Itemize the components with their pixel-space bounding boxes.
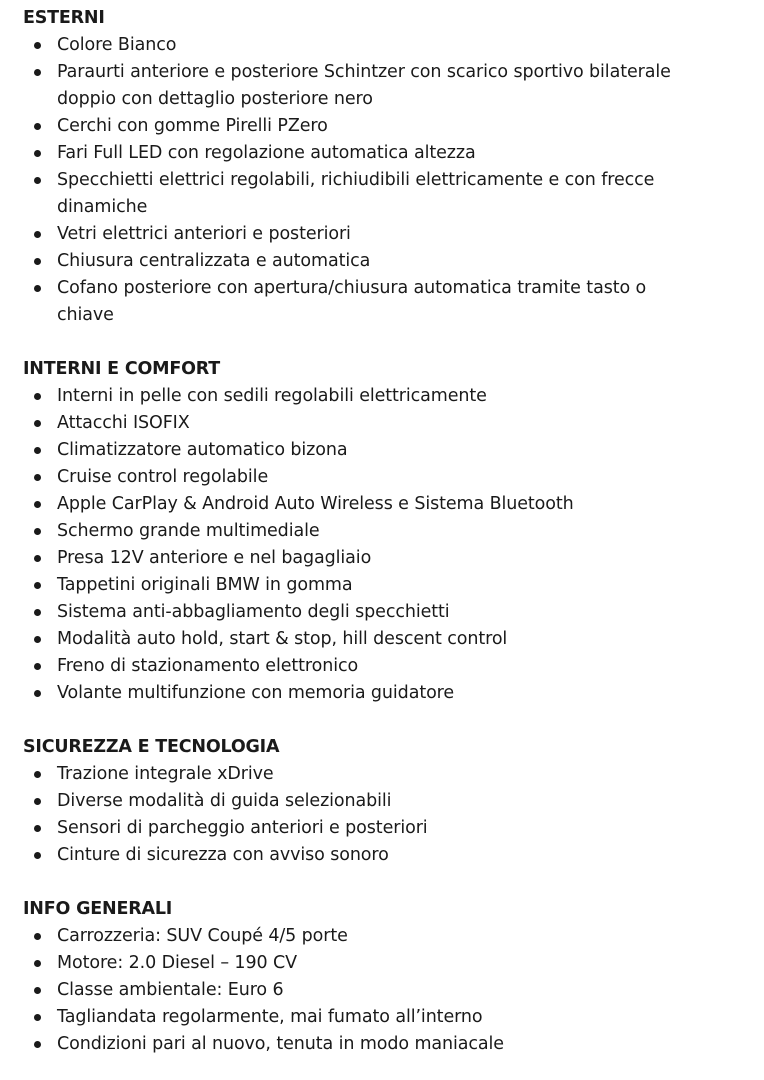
item-text: Cruise control regolabile: [57, 467, 269, 487]
list-item: [23, 140, 697, 167]
list-item: [23, 167, 697, 221]
list-item: [23, 491, 697, 518]
item-text: Attacchi ISOFIX: [57, 413, 190, 433]
bullet-icon: [34, 528, 41, 535]
list-item: [23, 437, 697, 464]
item-list: [23, 761, 764, 869]
item-text: Freno di stazionamento elettronico: [57, 656, 359, 676]
item-text: Carrozzeria: SUV Coupé 4/5 porte: [57, 926, 348, 946]
bullet-icon: [34, 798, 41, 805]
list-item: [23, 113, 697, 140]
item-text: Interni in pelle con sedili regolabili elettricamente: [57, 386, 487, 406]
item-text: Apple CarPlay & Android Auto Wireless e Sistema Bluetooth: [57, 494, 574, 514]
bullet-icon: [34, 393, 41, 400]
list-item: [23, 545, 697, 572]
section-title: INFO GENERALI: [23, 899, 173, 919]
section-sicurezza-tecnologia: [23, 734, 764, 869]
bullet-icon: [34, 825, 41, 832]
list-item: [23, 680, 697, 707]
list-item: [23, 275, 697, 329]
list-item: [23, 788, 697, 815]
bullet-icon: [34, 231, 41, 238]
item-text: Schermo grande multimediale: [57, 521, 320, 541]
section-info-generali: [23, 896, 764, 1058]
item-text: Condizioni pari al nuovo, tenuta in modo maniacale: [57, 1034, 504, 1054]
bullet-icon: [34, 177, 41, 184]
item-text: Cerchi con gomme Pirelli PZero: [57, 116, 328, 136]
list-item: [23, 653, 697, 680]
item-text: Vetri elettrici anteriori e posteriori: [57, 224, 351, 244]
item-text: Volante multifunzione con memoria guidatore: [57, 683, 455, 703]
item-text: Motore: 2.0 Diesel – 190 CV: [57, 953, 297, 973]
bullet-icon: [34, 501, 41, 508]
section-interni-comfort: [23, 356, 764, 707]
bullet-icon: [34, 609, 41, 616]
bullet-icon: [34, 1041, 41, 1048]
bullet-icon: [34, 258, 41, 265]
bullet-icon: [34, 987, 41, 994]
list-item: [23, 1031, 697, 1058]
list-item: [23, 842, 697, 869]
item-text: Tappetini originali BMW in gomma: [57, 575, 353, 595]
item-text: Climatizzatore automatico bizona: [57, 440, 348, 460]
list-item: [23, 599, 697, 626]
item-text: Cinture di sicurezza con avviso sonoro: [57, 845, 389, 865]
bullet-icon: [34, 582, 41, 589]
item-text: Classe ambientale: Euro 6: [57, 980, 284, 1000]
bullet-icon: [34, 1014, 41, 1021]
section-title: INTERNI E COMFORT: [23, 359, 221, 379]
bullet-icon: [34, 852, 41, 859]
bullet-icon: [34, 555, 41, 562]
list-item: [23, 572, 697, 599]
item-text: Modalità auto hold, start & stop, hill descent control: [57, 629, 508, 649]
bullet-icon: [34, 150, 41, 157]
list-item: [23, 248, 697, 275]
item-text: Trazione integrale xDrive: [57, 764, 274, 784]
section-esterni: [23, 5, 764, 329]
bullet-icon: [34, 447, 41, 454]
bullet-icon: [34, 69, 41, 76]
bullet-icon: [34, 690, 41, 697]
list-item: [23, 977, 697, 1004]
item-text: Diverse modalità di guida selezionabili: [57, 791, 392, 811]
list-item: [23, 464, 697, 491]
item-list: [23, 923, 764, 1058]
list-item: [23, 626, 697, 653]
bullet-icon: [34, 285, 41, 292]
item-text: Sensori di parcheggio anteriori e posteriori: [57, 818, 428, 838]
item-list: [23, 383, 764, 707]
list-item: [23, 383, 697, 410]
list-item: [23, 761, 697, 788]
list-item: [23, 950, 697, 977]
list-item: [23, 32, 697, 59]
list-item: [23, 221, 697, 248]
item-text: Fari Full LED con regolazione automatica altezza: [57, 143, 476, 163]
item-text: Chiusura centralizzata e automatica: [57, 251, 371, 271]
item-text: Tagliandata regolarmente, mai fumato all’interno: [57, 1007, 483, 1027]
section-title: SICUREZZA E TECNOLOGIA: [23, 737, 280, 757]
item-list: [23, 32, 764, 329]
item-text: Sistema anti-abbagliamento degli specchietti: [57, 602, 450, 622]
bullet-icon: [34, 420, 41, 427]
list-item: [23, 1004, 697, 1031]
bullet-icon: [34, 933, 41, 940]
item-text: Presa 12V anteriore e nel bagagliaio: [57, 548, 372, 568]
item-text: Cofano posteriore con apertura/chiusura automatica tramite tasto o chiave: [57, 278, 647, 325]
list-item: [23, 923, 697, 950]
bullet-icon: [34, 960, 41, 967]
item-text: Specchietti elettrici regolabili, richiudibili elettricamente e con frecce dinamiche: [57, 170, 655, 217]
section-title: ESTERNI: [23, 8, 105, 28]
item-text: Colore Bianco: [57, 35, 177, 55]
bullet-icon: [34, 123, 41, 130]
list-item: [23, 518, 697, 545]
bullet-icon: [34, 771, 41, 778]
list-item: [23, 410, 697, 437]
list-item: [23, 59, 697, 113]
bullet-icon: [34, 474, 41, 481]
list-item: [23, 815, 697, 842]
bullet-icon: [34, 42, 41, 49]
bullet-icon: [34, 636, 41, 643]
item-text: Paraurti anteriore e posteriore Schintzer con scarico sportivo bilaterale doppio con dettaglio posteriore nero: [57, 62, 671, 109]
bullet-icon: [34, 663, 41, 670]
